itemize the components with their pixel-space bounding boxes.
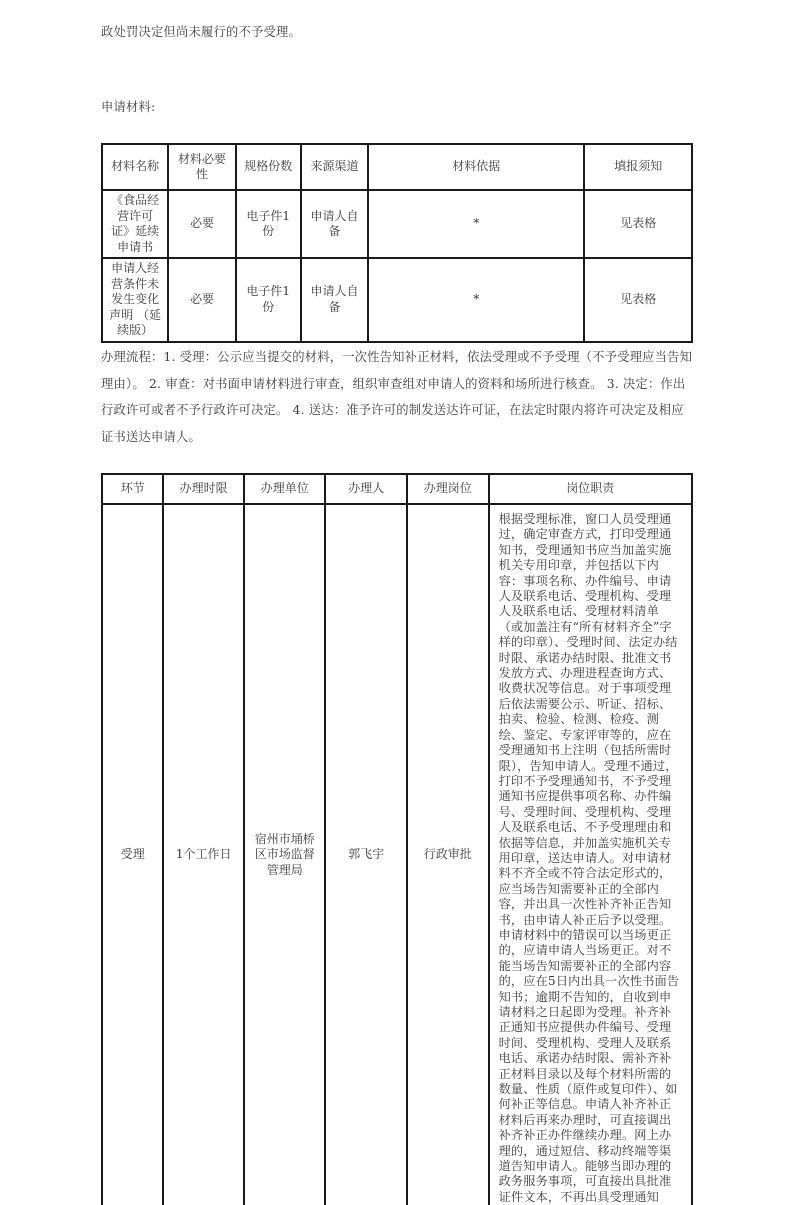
material-basis: * [368,190,584,258]
header-material-name: 材料名称 [102,144,168,190]
materials-header-row [102,144,692,190]
header-basis: 材料依据 [368,144,584,190]
header-handler: 办理人 [325,474,407,504]
header-necessity: 材料必要性 [168,144,235,190]
material-notes: 见表格 [584,258,692,342]
material-source: 申请人自备 [301,190,368,258]
table-row [102,504,692,1205]
header-unit: 办理单位 [244,474,326,504]
table-row [102,258,692,342]
materials-label: 申请材料: [101,100,156,114]
process-table [101,473,693,1205]
material-necessity: 必要 [168,190,235,258]
material-spec: 电子件1份 [236,190,301,258]
process-post: 行政审批 [407,504,489,1205]
material-necessity: 必要 [168,258,235,342]
header-spec: 规格份数 [236,144,301,190]
material-notes: 见表格 [584,190,692,258]
materials-table [101,143,693,343]
process-flow-paragraph: 办理流程：1. 受理：公示应当提交的材料，一次性告知补正材料，依法受理或不予受理（不予受理应当告知理由）。 2. 审查：对书面申请材料进行审查，组织审查组对申请人的资料和场所进行核查。 3. 决定：作出行政许可或者不予行政许可决定。 4. 送达：准予许可的制发送达许可证，在法定时限内将许可决定及相应证书送达申请人。 [101,350,693,444]
header-notes: 填报须知 [584,144,692,190]
process-handler: 郭飞宇 [325,504,407,1205]
header-stage: 环节 [102,474,163,504]
header-source: 来源渠道 [301,144,368,190]
header-duty: 岗位职责 [489,474,692,504]
process-time-limit: 1个工作日 [163,504,244,1205]
table-row [102,190,692,258]
intro-tail-paragraph: 政处罚决定但尚未履行的不予受理。 [101,25,301,39]
process-unit: 宿州市埇桥区市场监督管理局 [244,504,326,1205]
header-time-limit: 办理时限 [163,474,244,504]
material-name: 申请人经营条件未发生变化声明 （延续版） [102,258,168,342]
material-spec: 电子件1份 [236,258,301,342]
material-source: 申请人自备 [301,258,368,342]
header-post: 办理岗位 [407,474,489,504]
process-stage: 受理 [102,504,163,1205]
process-duty: 根据受理标准，窗口人员受理通过，确定审查方式，打印受理通知书，受理通知书应当加盖实施机关专用印章，并包括以下内容：事项名称、办件编号、申请人及联系电话、受理机构、受理人及联系电话、受理材料清单（或加盖注有“所有材料齐全”字样的印章）、受理时间、法定办结时限、承诺办结时限、批准文书发放方式、办理进程查询方式、收费状况等信息。对于事项受理后依法需要公示、听证、招标、拍卖、检验、检测、检疫、测绘、鉴定、专家评审等的，应在受理通知书上注明（包括所需时限），告知申请人。受理不通过，打印不予受理通知书，不予受理通知书应提供事项名称、办件编号、受理时间、受理机构、受理人及联系电话、不予受理理由和依据等信息，并加盖实施机关专用印章，送达申请人。对申请材料不齐全或不符合法定形式的，应当场告知需要补正的全部内容，并出具一次性补齐补正告知书，由申请人补正后予以受理。申请材料中的错误可以当场更正的，应请申请人当场更正。对不能当场告知需要补正的全部内容的，应在5日内出具一次性书面告知书；逾期不告知的，自收到申请材料之日起即为受理。补齐补正通知书应提供办件编号、受理时间、受理机构、受理人及联系电话、承诺办结时限、需补齐补正材料目录以及每个材料所需的数量、性质（原件或复印件）、如何补正等信息。申请人补齐补正材料后再来办理时，可直接调出补齐补正办件继续办理。网上办理的，通过短信、移动终端等渠道告知申请人。能够当即办理的政务服务事项，可直接出具批准证件文本，不再出具受理通知 [489,504,692,1205]
process-header-row [102,474,692,504]
material-name: 《食品经营许可证》延续申请书 [102,190,168,258]
material-basis: * [368,258,584,342]
